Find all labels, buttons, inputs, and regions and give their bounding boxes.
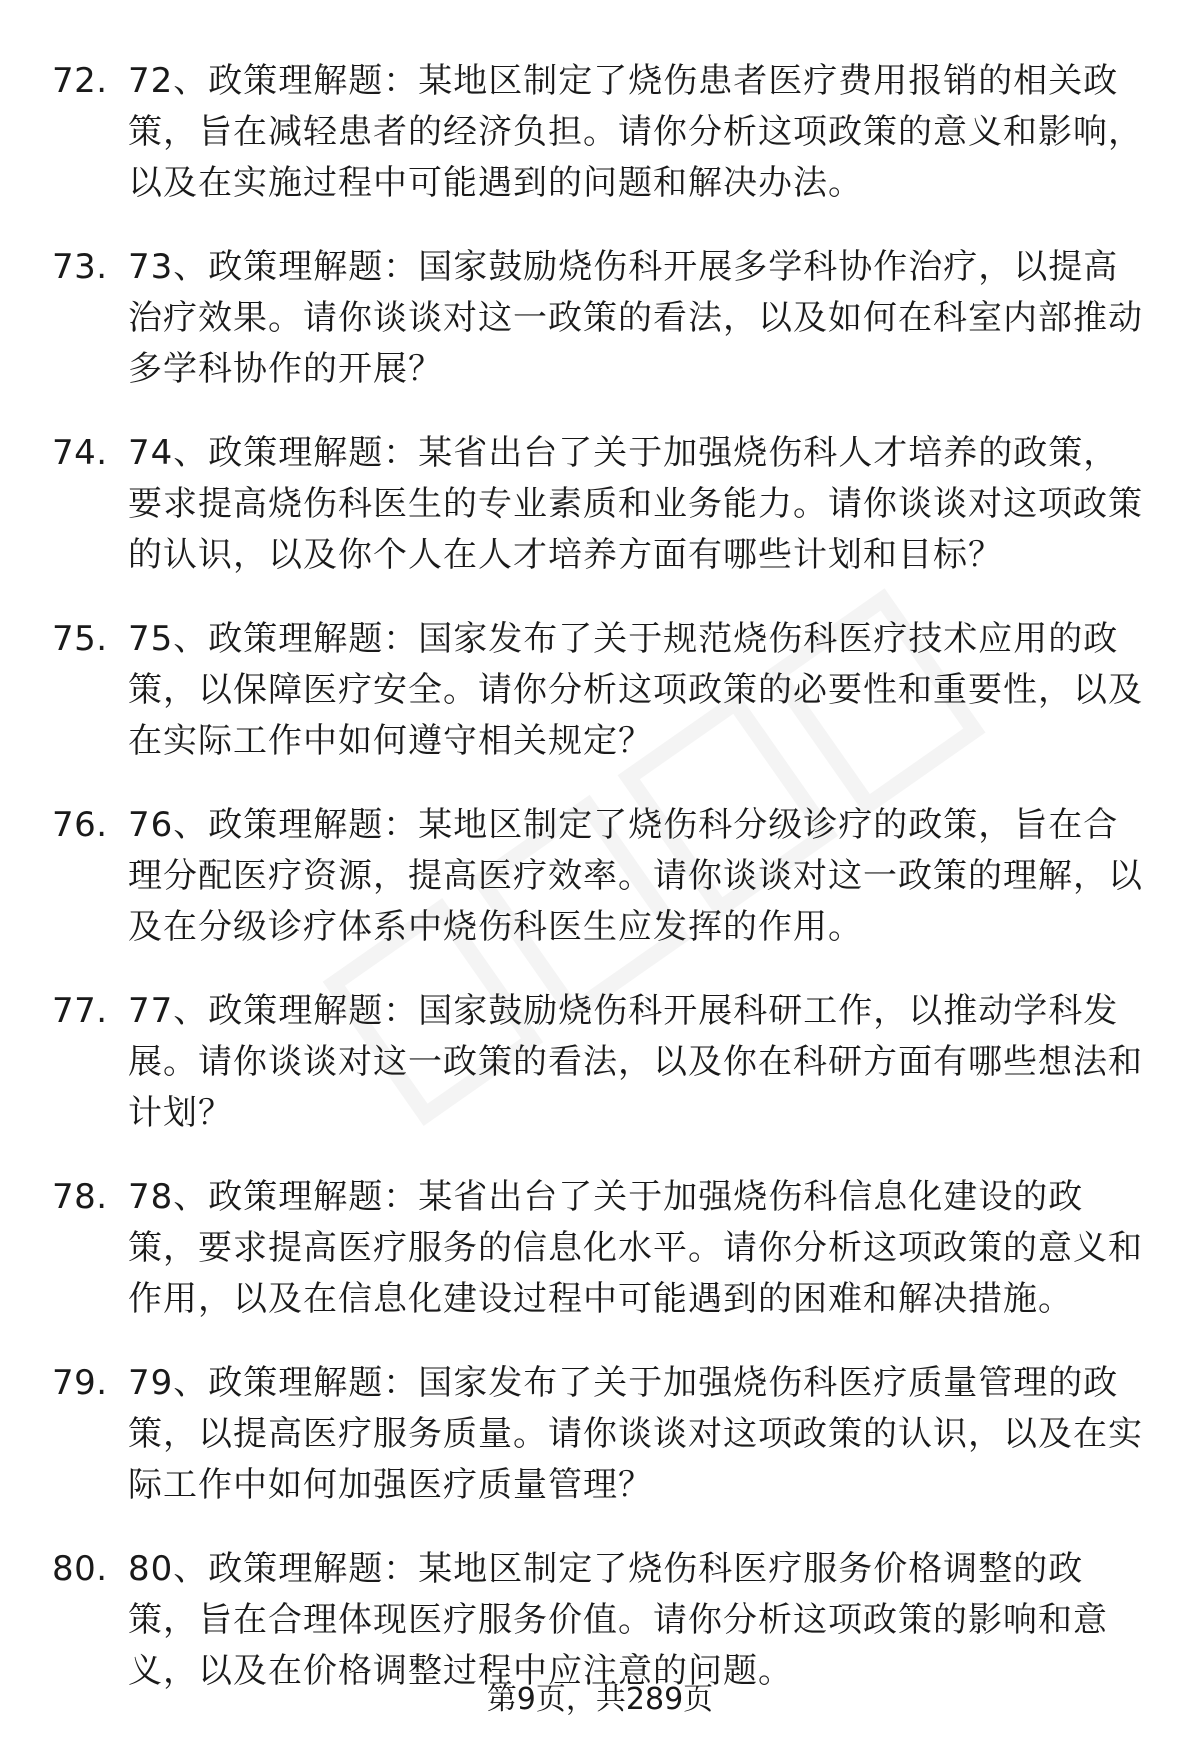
page-footer	[0, 1680, 1200, 1720]
question-text: 80、政策理解题：某地区制定了烧伤科医疗服务价格调整的政策，旨在合理体现医疗服务价值。请你分析这项政策的影响和意义，以及在价格调整过程中应注意的问题。	[128, 1549, 1108, 1691]
question-number: 77.	[52, 991, 108, 1031]
question-item	[52, 56, 1152, 209]
question-number: 79.	[52, 1363, 108, 1403]
question-text: 77、政策理解题：国家鼓励烧伤科开展科研工作，以推动学科发展。请你谈谈对这一政策的看法，以及你在科研方面有哪些想法和计划？	[128, 991, 1143, 1133]
page-number-label: 第9页，共289页	[486, 1682, 714, 1717]
question-number: 78.	[52, 1177, 108, 1217]
question-item	[52, 1358, 1152, 1511]
question-number: 74.	[52, 433, 108, 473]
question-number: 72.	[52, 61, 108, 101]
question-item	[52, 242, 1152, 395]
question-item	[52, 1544, 1152, 1697]
question-text: 79、政策理解题：国家发布了关于加强烧伤科医疗质量管理的政策，以提高医疗服务质量。请你谈谈对这项政策的认识，以及在实际工作中如何加强医疗质量管理？	[128, 1363, 1143, 1505]
question-number: 75.	[52, 619, 108, 659]
question-item	[52, 1172, 1152, 1325]
question-item	[52, 986, 1152, 1139]
question-number: 76.	[52, 805, 108, 845]
question-text: 73、政策理解题：国家鼓励烧伤科开展多学科协作治疗，以提高治疗效果。请你谈谈对这一政策的看法，以及如何在科室内部推动多学科协作的开展？	[128, 247, 1143, 389]
question-list	[52, 56, 1152, 1730]
question-text: 74、政策理解题：某省出台了关于加强烧伤科人才培养的政策，要求提高烧伤科医生的专业素质和业务能力。请你谈谈对这项政策的认识，以及你个人在人才培养方面有哪些计划和目标？	[128, 433, 1143, 575]
question-item	[52, 800, 1152, 953]
question-text: 76、政策理解题：某地区制定了烧伤科分级诊疗的政策，旨在合理分配医疗资源，提高医疗效率。请你谈谈对这一政策的理解，以及在分级诊疗体系中烧伤科医生应发挥的作用。	[128, 805, 1143, 947]
question-number: 73.	[52, 247, 108, 287]
question-item	[52, 614, 1152, 767]
question-item	[52, 428, 1152, 581]
question-text: 72、政策理解题：某地区制定了烧伤患者医疗费用报销的相关政策，旨在减轻患者的经济负担。请你分析这项政策的意义和影响，以及在实施过程中可能遇到的问题和解决办法。	[128, 61, 1143, 203]
question-text: 75、政策理解题：国家发布了关于规范烧伤科医疗技术应用的政策，以保障医疗安全。请你分析这项政策的必要性和重要性，以及在实际工作中如何遵守相关规定？	[128, 619, 1143, 761]
question-number: 80.	[52, 1549, 108, 1589]
question-text: 78、政策理解题：某省出台了关于加强烧伤科信息化建设的政策，要求提高医疗服务的信息化水平。请你分析这项政策的意义和作用，以及在信息化建设过程中可能遇到的困难和解决措施。	[128, 1177, 1143, 1319]
